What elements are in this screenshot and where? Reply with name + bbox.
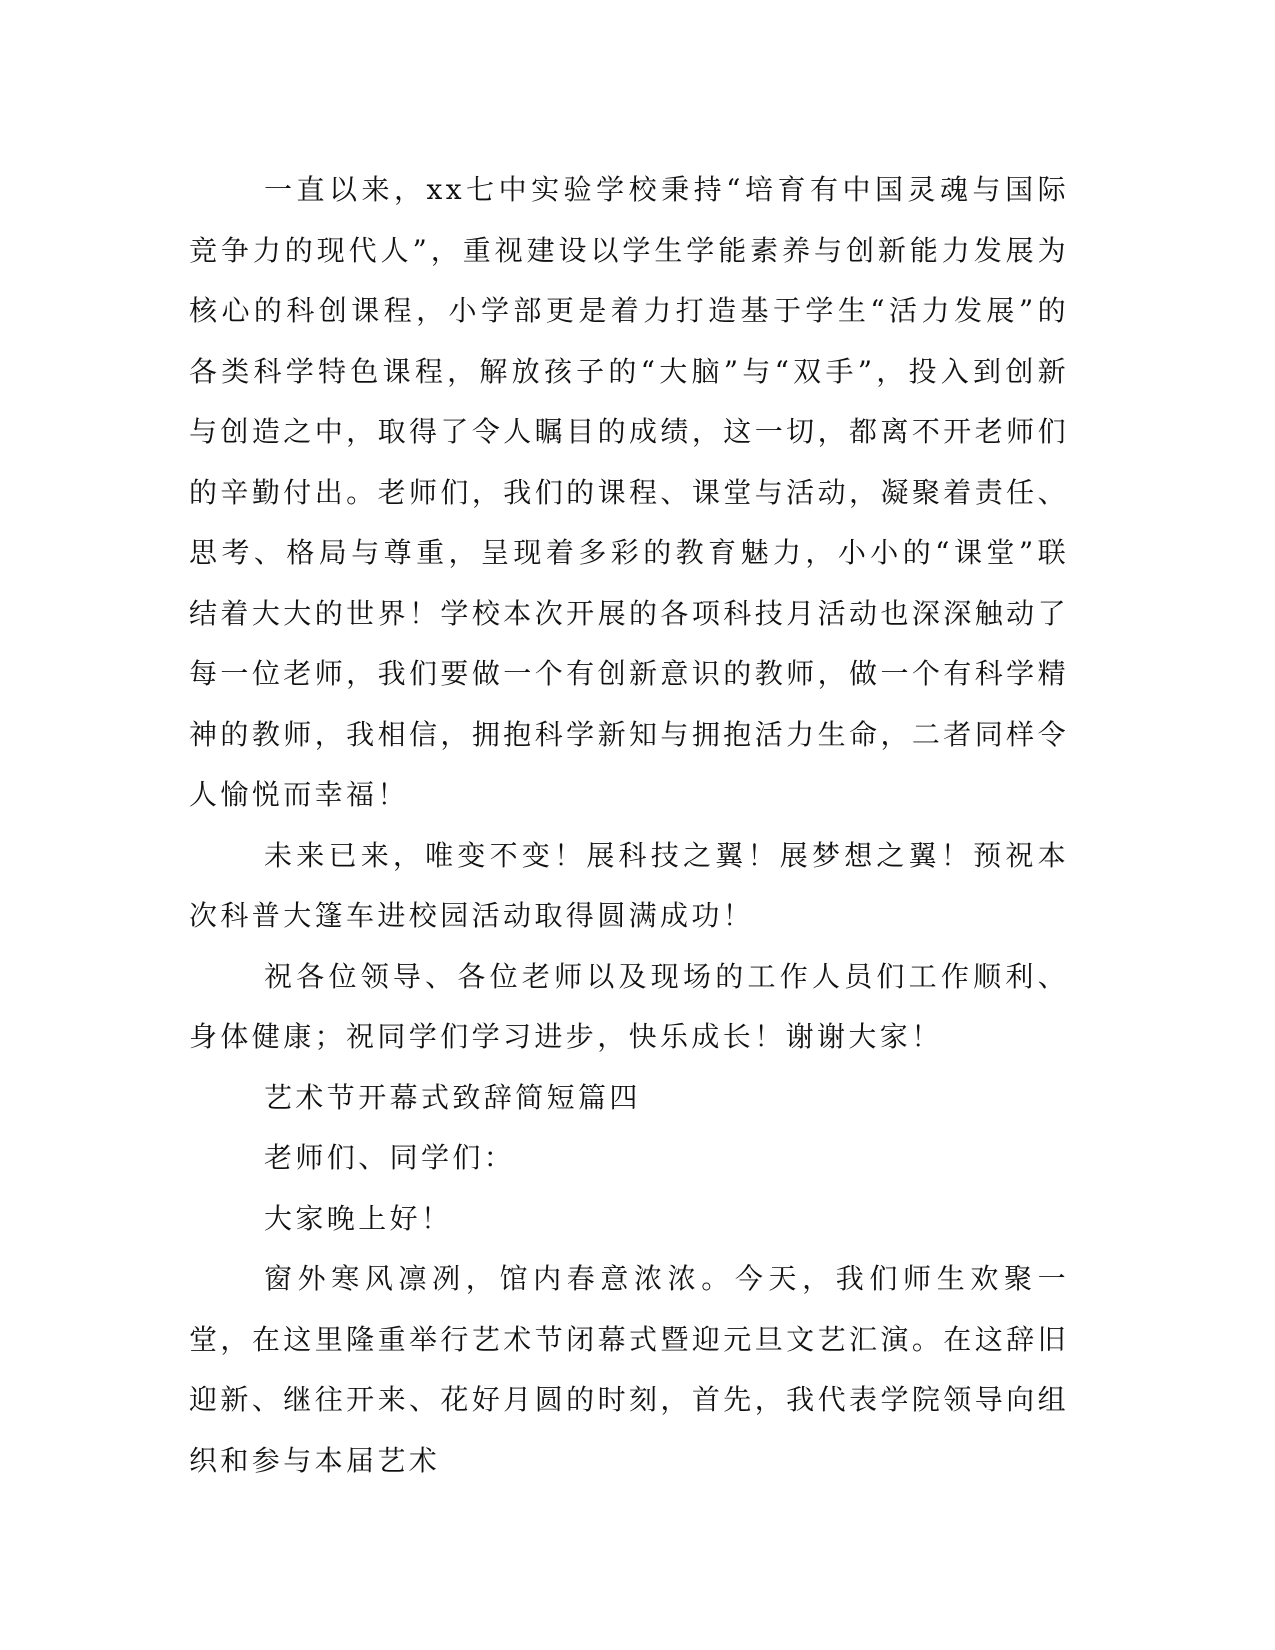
paragraph-wishes: 祝各位领导、各位老师以及现场的工作人员们工作顺利、身体健康；祝同学们学习进步，快乐成长！谢谢大家！ — [189, 959, 1069, 1053]
section-title: 艺术节开幕式致辞简短篇四 — [264, 1080, 641, 1114]
paragraph-school-science: 一直以来，xx七中实验学校秉持“培育有中国灵魂与国际竞争力的现代人”，重视建设以学生学能素养与创新能力发展为核心的科创课程，小学部更是着力打造基于学生“活力发展”的各类科学特色课程，解放孩子的“大脑”与“双手”，投入到创新与创造之中，取得了令人瞩目的成绩，这一切，都离不开老师们的辛勤付出。老师们，我们的课程、课堂与活动，凝聚着责任、思考、格局与尊重，呈现着多彩的教育魅力，小小的“课堂”联结着大大的世界！学校本次开展的各项科技月活动也深深触动了每一位老师，我们要做一个有创新意识的教师，做一个有科学精神的教师，我相信，拥抱科学新知与拥抱活力生命，二者同样令人愉悦而幸福！ — [189, 173, 1069, 811]
paragraph-art-festival: 窗外寒风凛冽，馆内春意浓浓。今天，我们师生欢聚一堂，在这里隆重举行艺术节闭幕式暨迎元旦文艺汇演。在这辞旧迎新、继往开来、花好月圆的时刻，首先，我代表学院领导向组织和参与本届艺术 — [189, 1262, 1069, 1477]
salutation: 老师们、同学们： — [264, 1141, 516, 1174]
greeting: 大家晚上好！ — [264, 1201, 453, 1235]
document-body — [189, 160, 1069, 1491]
paragraph-future: 未来已来，唯变不变！展科技之翼！展梦想之翼！预祝本次科普大篷车进校园活动取得圆满成功！ — [189, 838, 1069, 932]
